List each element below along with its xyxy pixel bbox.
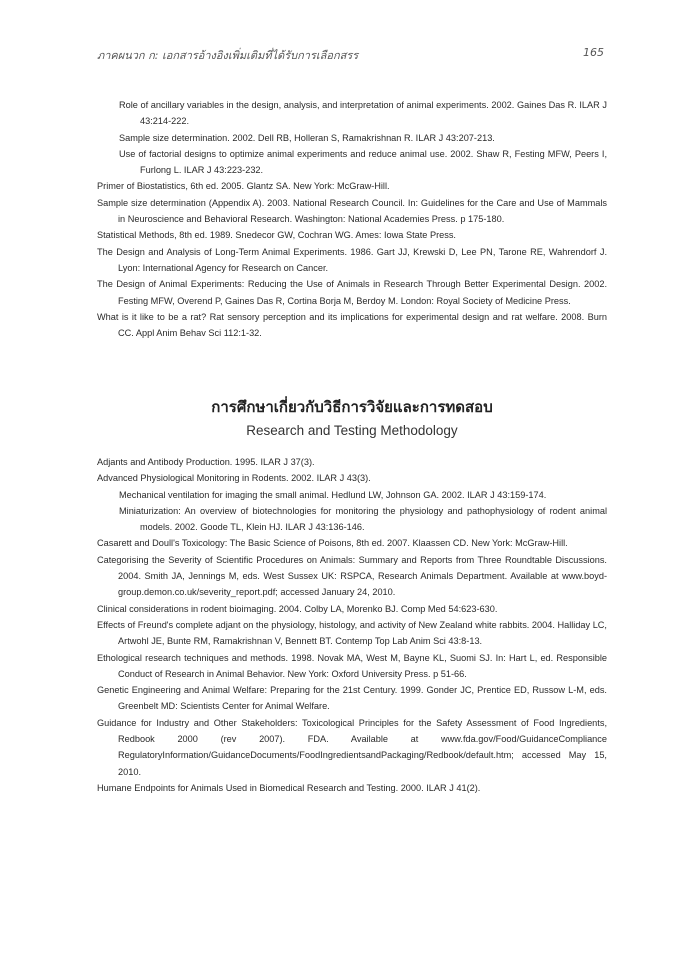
- reference-entry: Advanced Physiological Monitoring in Rodents. 2002. ILAR J 43(3).: [97, 473, 371, 484]
- reference-entry: Genetic Engineering and Animal Welfare: Preparing for the 21st Century. 1999. Gonder JC, Prentice ED, Russow L-M, eds. Greenbelt MD: Scientists Center for Animal Welfare.: [97, 685, 607, 712]
- reference-entry: Adjants and Antibody Production. 1995. ILAR J 37(3).: [97, 457, 315, 467]
- reference-entry: Sample size determination. 2002. Dell RB, Holleran S, Ramakrishnan R. ILAR J 43:207-213.: [119, 132, 495, 143]
- section-heading: [97, 397, 607, 441]
- section-heading-english: Research and Testing Methodology: [246, 423, 458, 438]
- reference-entry: Role of ancillary variables in the design, analysis, and interpretation of animal experiments. 2002. Gaines Das R. ILAR J 43:214-222.: [119, 100, 607, 127]
- reference-entry: Use of factorial designs to optimize animal experiments and reduce animal use. 2002. Shaw R, Festing MFW, Peers I, Furlong L. ILAR J 43:223-232.: [119, 148, 607, 176]
- reference-entry: Clinical considerations in rodent bioimaging. 2004. Colby LA, Morenko BJ. Comp Med 54:623-630.: [97, 603, 498, 614]
- reference-entry: Effects of Freund's complete adjant on the physiology, histology, and activity of New Zealand white rabbits. 2004. Halliday LC, Artwohl JE, Bunte RM, Ramakrishnan V, Bennett BT. Contemp Top Lab Anim Sci 43:8-13.: [97, 619, 607, 647]
- reference-entry: The Design of Animal Experiments: Reducing the Use of Animals in Research Through Better Experimental Design. 2002. Festing MFW, Overend P, Gaines Das R, Cortina Borja M, Berdoy M. London: Royal Society of Medicine Press.: [97, 279, 607, 306]
- reference-entry: Statistical Methods, 8th ed. 1989. Snedecor GW, Cochran WG. Ames: Iowa State Press.: [97, 230, 456, 241]
- reference-entry: Guidance for Industry and Other Stakeholders: Toxicological Principles for the Safety Assessment of Food Ingredients, Redbook 2000 (rev 2007). FDA. Available at www.fda.gov/Food/GuidanceCompliance RegulatoryInformation/GuidanceDocuments/FoodIngredientsandPackaging/Redbook/default.htm; accessed May 15, 2010.: [97, 717, 607, 777]
- reference-entry: Mechanical ventilation for imaging the small animal. Hedlund LW, Johnson GA. 2002. ILAR J 43:159-174.: [119, 489, 547, 500]
- running-header: [97, 46, 604, 64]
- page-number: 165: [583, 46, 604, 59]
- running-title: ภาคผนวก ก: เอกสารอ้างอิงเพิ่มเติมที่ได้รับการเลือกสรร: [97, 49, 359, 62]
- reference-entry: Humane Endpoints for Animals Used in Biomedical Research and Testing. 2000. ILAR J 41(2).: [97, 782, 481, 793]
- reference-entry: Casarett and Doull's Toxicology: The Basic Science of Poisons, 8th ed. 2007. Klaassen CD. New York: McGraw-Hill.: [97, 538, 568, 549]
- reference-entry: Sample size determination (Appendix A). 2003. National Research Council. In: Guidelines for the Care and Use of Mammals in Neuroscience and Behavioral Research. Washington: National Academies Press. p 175-180.: [97, 197, 607, 225]
- reference-list-statistics: [97, 97, 607, 341]
- section-heading-thai: การศึกษาเกี่ยวกับวิธีการวิจัยและการทดสอบ: [211, 398, 493, 416]
- reference-entry: Miniaturization: An overview of biotechnologies for monitoring the physiology and pathophysiology of rodent animal models. 2002. Goode TL, Klein HJ. ILAR J 43:136-146.: [119, 505, 607, 533]
- reference-entry: Ethological research techniques and methods. 1998. Novak MA, West M, Bayne KL, Suomi SJ. In: Hart L, ed. Responsible Conduct of Research in Animal Behavior. New York: Oxford University Press. p 51-66.: [97, 652, 607, 679]
- reference-entry: Primer of Biostatistics, 6th ed. 2005. Glantz SA. New York: McGraw-Hill.: [97, 181, 390, 192]
- reference-entry: The Design and Analysis of Long-Term Animal Experiments. 1986. Gart JJ, Krewski D, Lee PN, Tarone RE, Wahrendorf J. Lyon: International Agency for Research on Cancer.: [97, 246, 607, 273]
- reference-entry: Categorising the Severity of Scientific Procedures on Animals: Summary and Reports from Three Roundtable Discussions. 2004. Smith JA, Jennings M, eds. West Sussex UK: RSPCA, Research Animals Department. Available at www.boyd-group.demon.co.uk/severity_report.pdf; accessed January 24, 2010.: [97, 554, 607, 598]
- reference-list-methodology: [97, 454, 607, 796]
- reference-entry: What is it like to be a rat? Rat sensory perception and its implications for experimental design and rat welfare. 2008. Burn CC. Appl Anim Behav Sci 112:1-32.: [97, 311, 607, 339]
